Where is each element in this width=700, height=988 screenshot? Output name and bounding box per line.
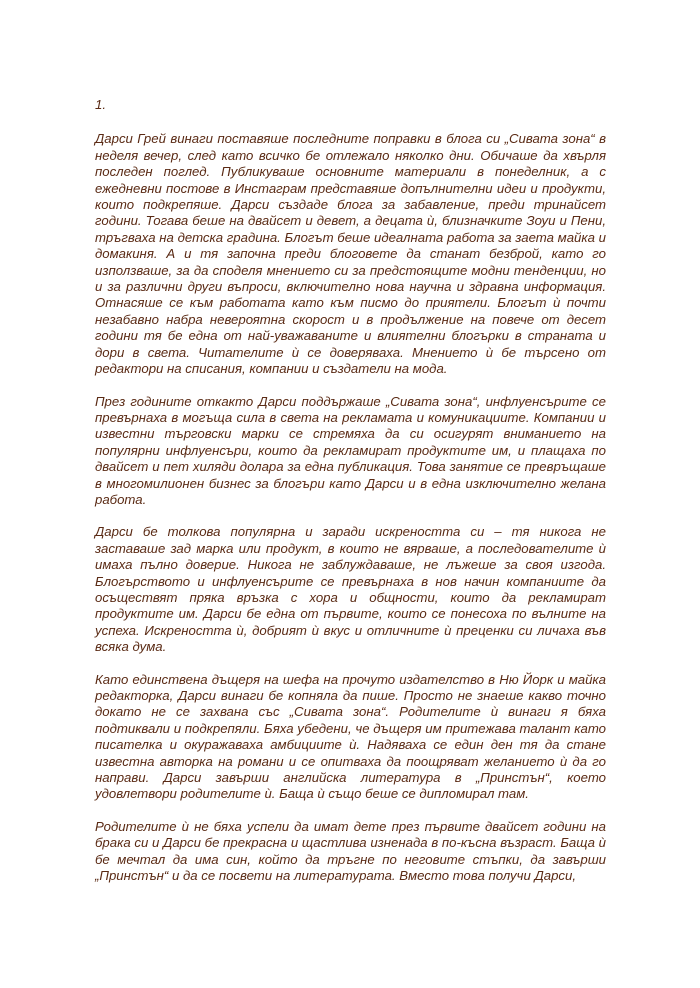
chapter-number: 1.	[95, 97, 106, 112]
document-body	[95, 97, 606, 884]
paragraph-5: Родителите ѝ не бяха успели да имат дете през първите двайсет години на брака си и Дарси бе прекрасна и щастлива изненада в по-късна възраст. Баща ѝ бе мечтал да има син, който да тръгне по неговите стъпки, да завърши „Принстън“ и да се посвети на литературата. Вместо това получи Дарси,	[95, 818, 606, 884]
paragraph-3: Дарси бе толкова популярна и заради искреността си – тя никога не заставаше зад марка или продукт, в които не вярваше, а последователите ѝ имаха пълно доверие. Никога не заблуждаваше, не лъжеше за своя изгода. Блогърството и инфлуенсърите се превърнаха в нов начин компаниите да осъществят пряка връзка с хора и общности, които да рекламират продуктите им. Дарси бе една от първите, които се понесоха по вълните на успеха. Искреността ѝ, добрият ѝ вкус и отличните ѝ преценки си личаха във всяка дума.	[95, 524, 606, 655]
paragraph-2: През годините откакто Дарси поддържаше „Сивата зона“, инфлуенсърите се превърнаха в могъща сила в света на рекламата и комуникациите. Компании и известни търговски марки се стремяха да си осигурят вниманието на популярни инфлуенсъри, които да рекламират продуктите им, и плащаха по двайсет и пет хиляди долара за една публикация. Това занятие се превръщаше в многомилионен бизнес за блогъри като Дарси и в една изключително желана работа.	[95, 393, 606, 507]
paragraph-4: Като единствена дъщеря на шефа на прочуто издателство в Ню Йорк и майка редакторка, Дарси винаги бе копняла да пише. Просто не знаеше какво точно докато не се захвана със „Сивата зона“. Родителите ѝ винаги я бяха подтиквали и подкрепяли. Бяха убедени, че дъщеря им притежава талант като писателка и окуражаваха амбициите ѝ. Надяваха се един ден тя да стане известна авторка на романи и се опитваха да поощряват желанието ѝ да го направи. Дарси завърши английска литература в „Принстън“, което удовлетвори родителите ѝ. Баща ѝ също беше се дипломирал там.	[95, 671, 606, 802]
paragraph-1: Дарси Грей винаги поставяше последните поправки в блога си „Сивата зона“ в неделя вечер, след като всичко бе отлежало няколко дни. Обичаше да хвърля последен поглед. Публикуваше основните материали в понеделник, а с ежедневни постове в Инстаграм представяше допълнителни идеи и продукти, които подкрепяше. Дарси създаде блога за забавление, преди тринайсет години. Тогава беше на двайсет и девет, а децата ѝ, близначките Зоуи и Пени, тръгваха на детска градина. Блогът беше идеалната работа за заета майка и домакиня. А и тя започна преди блоговете да станат безброй, като го използваше, за да споделя мнението си за предстоящите модни тенденции, но и за различни други въпроси, включително нова научна и здравна информация. Отнасяше се към работата като към писмо до приятели. Блогът ѝ почти незабавно набра невероятна скорост и в продължение на повече от десет години тя бе една от най-уважаваните и влиятелни блогърки в страната и дори в света. Читателите ѝ се доверяваха. Мнението ѝ бе търсено от редактори на списания, компании и създатели на мода.	[95, 131, 606, 377]
